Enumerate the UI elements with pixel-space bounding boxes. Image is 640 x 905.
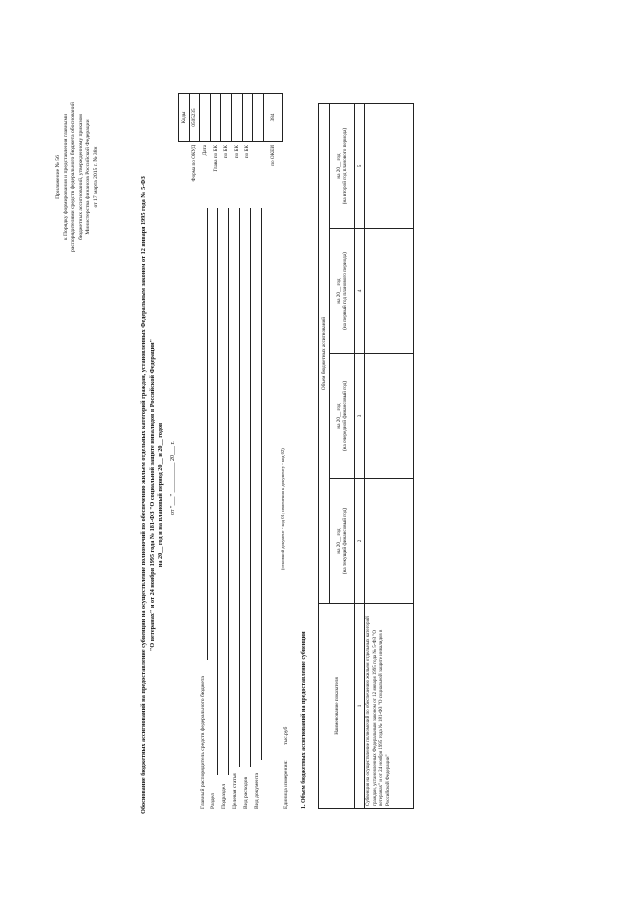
subsection-field [228, 208, 229, 775]
appendix-line: бюджетных ассигнований, утвержденному приказом [77, 114, 84, 240]
code-label: Форма по ОКУД [191, 145, 198, 182]
col-header-current: на 20__ год (на текущий финансовый год) [330, 479, 355, 604]
units-label: Единица измерения: [283, 760, 289, 809]
budget-table [318, 103, 414, 809]
col-number: 5 [355, 104, 365, 229]
doc-type-note: (основной документ - код 01; изменения к документу - код 02) [280, 448, 285, 570]
col-number: 1 [355, 604, 365, 809]
col-header-plan2: на 20__ год (на второй год планового периода) [330, 104, 355, 229]
target-article-label: Целевая статья [232, 773, 238, 809]
code-value [210, 94, 221, 142]
code-value [200, 94, 211, 142]
date-line: от "___" __________ 20___ г. [170, 441, 176, 515]
col-header-plan1: на 20__ год (на первый год планового периода) [330, 229, 355, 354]
row1-value-plan2[interactable] [365, 104, 414, 229]
appendix-header [55, 67, 100, 287]
row1-value-plan1[interactable] [365, 229, 414, 354]
subsection-label: Подраздел [221, 783, 227, 809]
section-field [217, 208, 218, 775]
code-label: по БК [223, 145, 230, 159]
code-value [221, 94, 232, 142]
target-article-field [239, 208, 240, 767]
code-label: Глава по БК [212, 145, 219, 172]
main-manager-field [207, 208, 208, 660]
row1-value-current[interactable] [365, 479, 414, 604]
code-label [253, 142, 264, 196]
col-header-name: Наименование показателя [319, 604, 355, 809]
row1-label: Субвенция на осуществление полномочий по обеспечению жильем отдельных категорий граждан, установленных Федеральным законом от 12 января 1995 года № 5-ФЗ "О ветеранах" и от 24 ноября 1995 года № 181-ФЗ "О социальной защите инвалидов в Российской Федерации" [365, 604, 414, 809]
code-label: по БК [244, 145, 251, 159]
units-value: тыс.руб [283, 726, 289, 745]
title-line: на 20__ год и на плановый период 20__ и 20__ годов [157, 422, 165, 568]
codes-table [178, 93, 283, 195]
code-label: по ОКЕИ [269, 145, 276, 166]
expense-type-label: Вид расходов [243, 776, 249, 809]
code-value: 384 [263, 94, 282, 142]
col-number: 4 [355, 229, 365, 354]
code-value [231, 94, 242, 142]
doc-type-label: Вид документа [254, 773, 260, 809]
appendix-line: Министерства финансов Российской Федерации [85, 119, 92, 235]
appendix-line: распорядителями средств федерального бюджета обоснований [70, 102, 77, 252]
code-label: Дата [201, 145, 208, 156]
col-number: 3 [355, 354, 365, 479]
col-header-next: на 20__ год (на очередной финансовый год) [330, 354, 355, 479]
document-title [140, 145, 166, 845]
code-value [242, 94, 253, 142]
code-label: по БК [233, 145, 240, 159]
main-manager-label: Главный распорядитель средств федерального бюджета [200, 676, 206, 809]
section1-title: 1. Объем бюджетных ассигнований на предоставление субвенции [301, 631, 307, 809]
codes-header: Коды [179, 94, 190, 142]
group-header: Объем бюджетных ассигнований [319, 104, 330, 604]
code-value: 0505235 [189, 94, 200, 142]
code-value [253, 94, 264, 142]
appendix-line: Приложение № 56 [55, 155, 61, 199]
expense-type-field [250, 208, 251, 767]
appendix-line: к Порядку формирования и представления главными [62, 113, 69, 241]
section-label: Раздел [210, 793, 216, 809]
title-line: Обоснование бюджетных ассигнований на предоставление субвенции на осуществление полномочий по обеспечению жильем отдельных категорий граждан, установленных Федеральным законом от 12 января 1995 года № 5-ФЗ [140, 176, 147, 814]
appendix-line: от 17 марта 2015 г. № 38н [92, 146, 99, 208]
doc-type-field [261, 208, 262, 760]
row1-value-next[interactable] [365, 354, 414, 479]
title-line: "О ветеранах" и от 24 ноября 1995 года № 181-ФЗ "О социальной защите инвалидов в Российской Федерации" [148, 338, 156, 652]
col-number: 2 [355, 479, 365, 604]
